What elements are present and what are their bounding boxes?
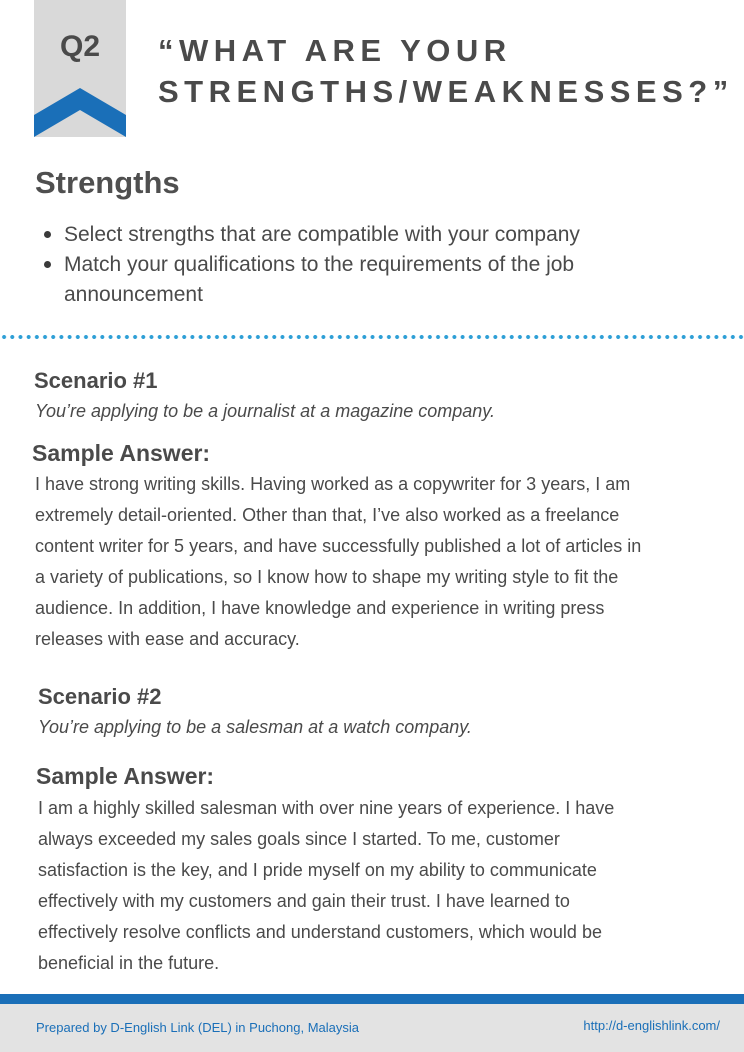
dotted-divider bbox=[0, 334, 744, 340]
answer-line: effectively resolve conflicts and understand customers, which would be bbox=[38, 922, 602, 942]
list-item: Match your qualifications to the requirements of the job announcement bbox=[41, 250, 661, 310]
question-number: Q2 bbox=[59, 30, 101, 63]
strengths-list bbox=[41, 220, 661, 310]
answer-line: I have strong writing skills. Having worked as a copywriter for 3 years, I am bbox=[35, 474, 631, 494]
page-title-line-1: “WHAT ARE YOUR bbox=[158, 33, 512, 68]
footer bbox=[0, 1004, 744, 1052]
scenario-2-answer bbox=[38, 793, 728, 979]
page-title bbox=[158, 30, 734, 112]
chevron-up-icon bbox=[34, 88, 126, 137]
answer-line: a variety of publications, so I know how to shape my writing style to fit the bbox=[35, 567, 619, 587]
answer-line: beneficial in the future. bbox=[38, 953, 220, 973]
footer-link[interactable]: http://d-englishlink.com/ bbox=[583, 1018, 720, 1033]
answer-line: extremely detail-oriented. Other than that, I’ve also worked as a freelance bbox=[35, 505, 620, 525]
scenario-1-description: You’re applying to be a journalist at a magazine company. bbox=[35, 401, 495, 421]
scenario-2-answer-heading: Sample Answer: bbox=[36, 763, 215, 789]
strengths-heading: Strengths bbox=[35, 165, 180, 200]
scenario-2-description: You’re applying to be a salesman at a watch company. bbox=[38, 717, 472, 737]
list-item: Select strengths that are compatible with your company bbox=[41, 220, 661, 250]
scenario-1-title: Scenario #1 bbox=[34, 368, 158, 393]
page-title-line-2: STRENGTHS/WEAKNESSES?” bbox=[158, 74, 734, 109]
scenario-1-answer-heading: Sample Answer: bbox=[32, 440, 211, 466]
question-tab bbox=[34, 0, 126, 137]
footer-accent-bar bbox=[0, 994, 744, 1004]
answer-line: I am a highly skilled salesman with over nine years of experience. I have bbox=[38, 798, 615, 818]
footer-credit: Prepared by D-English Link (DEL) in Puchong, Malaysia bbox=[36, 1020, 359, 1035]
answer-line: effectively with my customers and gain their trust. I have learned to bbox=[38, 891, 570, 911]
scenario-1-answer bbox=[35, 469, 725, 655]
answer-line: releases with ease and accuracy. bbox=[35, 629, 300, 649]
scenario-2-title: Scenario #2 bbox=[38, 684, 162, 709]
answer-line: content writer for 5 years, and have successfully published a lot of articles in bbox=[35, 536, 642, 556]
answer-line: always exceeded my sales goals since I started. To me, customer bbox=[38, 829, 560, 849]
answer-line: satisfaction is the key, and I pride myself on my ability to communicate bbox=[38, 860, 597, 880]
answer-line: audience. In addition, I have knowledge and experience in writing press bbox=[35, 598, 605, 618]
